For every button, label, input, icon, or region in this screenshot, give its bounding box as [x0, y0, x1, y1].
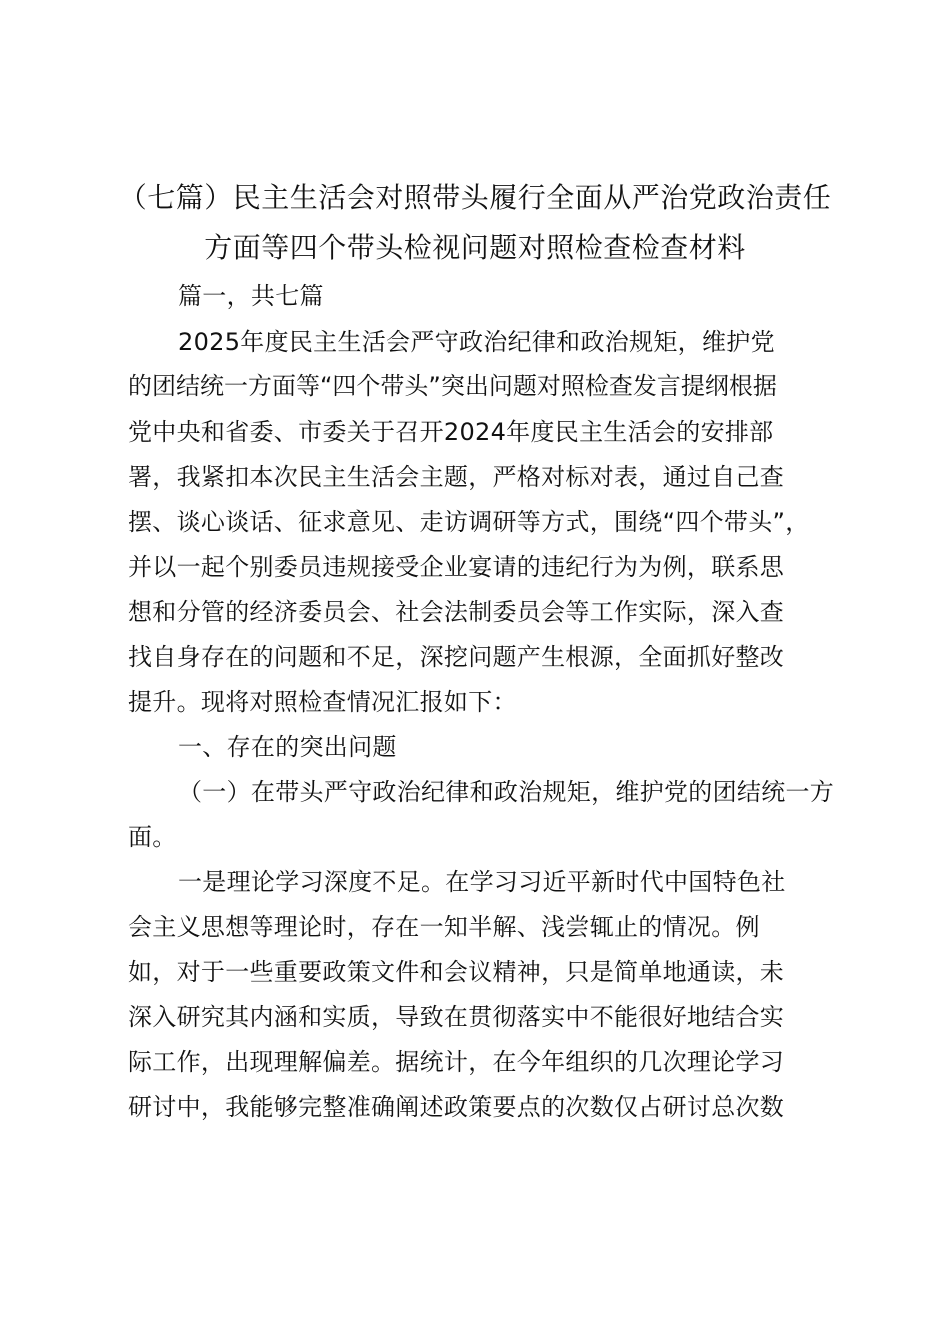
- body-line: 提升。现将对照检查情况汇报如下：: [128, 688, 517, 716]
- body-line: 并以一起个别委员违规接受企业宴请的违纪行为为例，联系思: [128, 553, 785, 581]
- body-line: 摆、谈心谈话、征求意见、走访调研等方式，围绕“四个带头”，: [128, 508, 810, 536]
- body-line: 党中央和省委、市委关于召开2024年度民主生活会的安排部: [128, 418, 774, 446]
- body-line: 一是理论学习深度不足。在学习习近平新时代中国特色社: [178, 868, 786, 896]
- section-heading: 一、存在的突出问题: [178, 733, 397, 761]
- subsection-heading: （一）在带头严守政治纪律和政治规矩，维护党的团结统一方: [178, 778, 835, 806]
- document-title-line-1: （七篇）民主生活会对照带头履行全面从严治党政治责任: [118, 181, 832, 214]
- body-line: 如，对于一些重要政策文件和会议精神，只是简单地通读，未: [128, 958, 785, 986]
- body-line: 会主义思想等理论时，存在一知半解、浅尝辄止的情况。例: [128, 913, 760, 941]
- subsection-heading-end: 面。: [128, 823, 177, 851]
- body-line: 2025年度民主生活会严守政治纪律和政治规矩，维护党: [178, 328, 775, 356]
- section-label: 篇一，共七篇: [178, 282, 324, 310]
- body-line: 署，我紧扣本次民主生活会主题，严格对标对表，通过自己查: [128, 463, 785, 491]
- document-title-line-2: 方面等四个带头检视问题对照检查检查材料: [204, 231, 746, 264]
- body-line: 际工作，出现理解偏差。据统计，在今年组织的几次理论学习: [128, 1048, 785, 1076]
- body-line: 研讨中，我能够完整准确阐述政策要点的次数仅占研讨总次数: [128, 1093, 785, 1121]
- body-line: 想和分管的经济委员会、社会法制委员会等工作实际，深入查: [128, 598, 785, 626]
- body-line-overlapping: 的团结统一方面等“四个带头”突出问题对照检查发言提纲根据: [128, 372, 777, 400]
- body-line: 找自身存在的问题和不足，深挖问题产生根源，全面抓好整改: [128, 643, 785, 671]
- body-line: 深入研究其内涵和实质，导致在贯彻落实中不能很好地结合实: [128, 1003, 785, 1031]
